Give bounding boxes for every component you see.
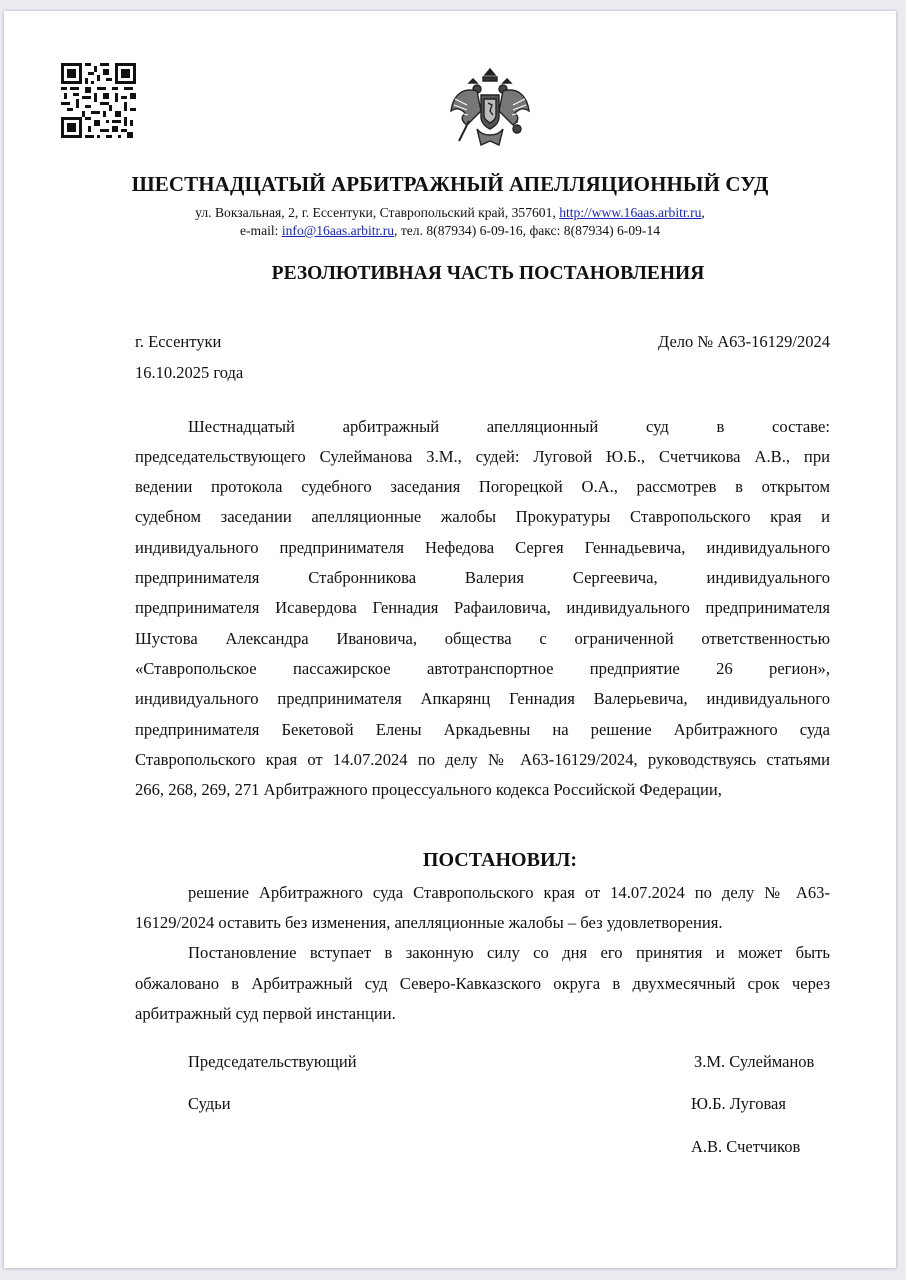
text-line: решение Арбитражного суда Ставропольского края от 14.07.2024 по делу № А63- — [188, 883, 830, 902]
text-line: «Ставропольское пассажирское автотранспортное предприятие 26 регион», — [135, 659, 830, 678]
document-date: 16.10.2025 года — [135, 363, 244, 382]
text-line: ведении протокола судебного заседания Погорецкой О.А., рассмотрев в открытом — [135, 477, 830, 496]
presiding-label: Председательствующий — [188, 1052, 357, 1071]
document-title: РЕЗОЛЮТИВНАЯ ЧАСТЬ ПОСТАНОВЛЕНИЯ — [271, 263, 705, 284]
text-line: арбитражный суд первой инстанции. — [135, 1004, 396, 1023]
text-line: председательствующего Сулейманова З.М., судей: Луговой Ю.Б., Счетчикова А.В., при — [135, 447, 830, 466]
phone-fax: , тел. 8(87934) 6-09-16, факс: 8(87934) 6-09-14 — [394, 223, 661, 238]
text-line: предпринимателя Исавердова Геннадия Рафаиловича, индивидуального предпринимателя — [135, 598, 830, 617]
text-line: Постановление вступает в законную силу со дня его принятия и может быть — [188, 943, 830, 962]
judge-name-1: Ю.Б. Луговая — [691, 1094, 786, 1113]
text-line: предпринимателя Бекетовой Елены Аркадьевны на решение Арбитражного суда — [135, 720, 830, 739]
website-link[interactable]: http://www.16aas.arbitr.ru — [559, 205, 702, 220]
text-line: предпринимателя Стабронникова Валерия Сергеевича, индивидуального — [135, 568, 830, 587]
coat-of-arms-icon — [447, 65, 533, 153]
text-line: Шестнадцатый арбитражный апелляционный суд в составе: — [188, 417, 830, 436]
email-label: e-mail: — [239, 223, 282, 238]
address-text: ул. Вокзальная, 2, г. Ессентуки, Ставропольский край, 357601, — [195, 205, 560, 220]
city: г. Ессентуки — [135, 332, 222, 351]
text-line: индивидуального предпринимателя Апкарянц Геннадия Валерьевича, индивидуального — [135, 689, 830, 708]
presiding-judge-name: З.М. Сулейманов — [694, 1052, 815, 1071]
text-line: Шустова Александра Ивановича, общества с ограниченной ответственностью — [135, 629, 830, 648]
text-line: Ставропольского края от 14.07.2024 по делу № А63-16129/2024, руководствуясь статьями — [135, 750, 830, 769]
document-page — [4, 11, 896, 1268]
text-line: 266, 268, 269, 271 Арбитражного процессуального кодекса Российской Федерации, — [135, 780, 722, 799]
address-suffix: , — [701, 205, 705, 220]
judges-label: Судьи — [188, 1094, 231, 1113]
case-number: Дело № А63-16129/2024 — [657, 332, 830, 351]
ruling-heading: ПОСТАНОВИЛ: — [422, 849, 578, 871]
qr-code-icon — [61, 63, 136, 138]
text-line: обжаловано в Арбитражный суд Северо-Кавказского округа в двухмесячный срок через — [135, 974, 830, 993]
court-address — [4, 205, 896, 221]
text-line: судебном заседании апелляционные жалобы Прокуратуры Ставропольского края и — [135, 507, 830, 526]
text-line: 16129/2024 оставить без изменения, апелляционные жалобы – без удовлетворения. — [135, 913, 723, 932]
email-link[interactable]: info@16aas.arbitr.ru — [281, 223, 395, 238]
court-name: ШЕСТНАДЦАТЫЙ АРБИТРАЖНЫЙ АПЕЛЛЯЦИОННЫЙ СУД — [131, 172, 769, 196]
text-line: индивидуального предпринимателя Нефедова Сергея Геннадьевича, индивидуального — [135, 538, 830, 557]
judge-name-2: А.В. Счетчиков — [691, 1137, 801, 1156]
court-contacts — [4, 223, 896, 239]
